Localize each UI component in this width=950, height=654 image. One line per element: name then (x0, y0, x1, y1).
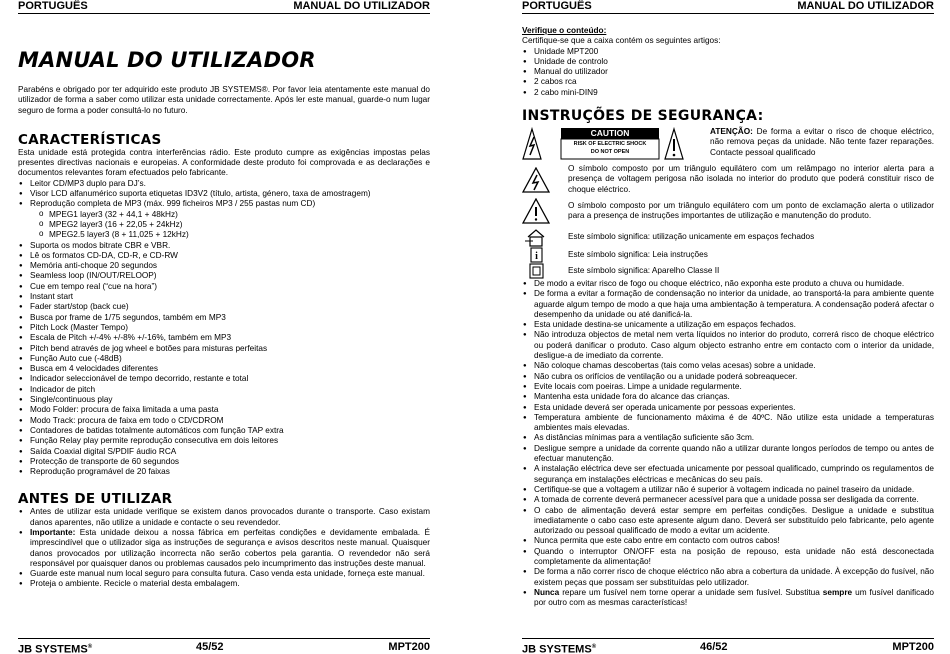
manual-title: MANUAL DO UTILIZADOR (18, 48, 316, 72)
contents-item: ● 2 cabos rca (522, 77, 934, 87)
page-header (18, 0, 430, 14)
feature-item: ● Cue em tempo real (“cue na hora”) (18, 282, 430, 292)
safety-item: ● Não introduza objectos de metal nem verta líquidos no interior do produto, correrá risco de choque eléctrico ou poderá danificar o produto. Caso algum objecto estranho entre em contacto com o interior da unidade, desligue-a de imediato da corrente. (522, 330, 934, 361)
exclamation-text: O símbolo composto por um triângulo equilátero com um ponto de exclamação alerta o utilizador para a presença de instruções importantes de utilização e manutenção do produto. (568, 200, 934, 220)
exclamation-warning-icon (522, 197, 556, 225)
safety-list (522, 279, 934, 609)
page-footer (18, 638, 430, 654)
mpeg-format-item: o MPEG1 layer3 (32 + 44,1 + 48kHz) (18, 210, 430, 220)
features-list-a (18, 179, 430, 210)
caution-label-graphic (522, 127, 698, 161)
contents-item: ● Manual do utilizador (522, 67, 934, 77)
feature-item: ● Busca por frame de 1/75 segundos, também em MP3 (18, 313, 430, 323)
footer-page-number: 46/52 (700, 641, 728, 653)
feature-item: ● Reprodução completa de MP3 (máx. 999 ficheiros MP3 / 255 pastas num CD) (18, 199, 430, 209)
safety-item: ● A instalação eléctrica deve ser efectuada unicamente por pessoal qualificado, cumprindo os regulamentos de segurança em instalações eléctricas e mecânicas do seu país. (522, 464, 934, 485)
feature-item: ● Fader start/stop (back cue) (18, 302, 430, 312)
exclamation-symbol-row (522, 197, 934, 225)
feature-item: ● Indicador de pitch (18, 385, 430, 395)
footer-brand: JB SYSTEMS® (522, 643, 597, 654)
safety-item: ● Nunca repare um fusível nem torne operar a unidade sem fusível. Substitua sempre um fusível danificado por outro com as mesmas características! (522, 588, 934, 609)
header-language: PORTUGUÊS (522, 0, 592, 12)
safety-heading: INSTRUÇÕES DE SEGURANÇA: (522, 108, 764, 125)
svg-text:i: i (535, 250, 538, 262)
class2-symbol-row (522, 263, 934, 279)
before-item: ● Importante: Esta unidade deixou a nossa fábrica em perfeitas condições e devidamente embalada. É imprescindível que o utilizador siga as instruções de segurança e avisos descritos neste manual. Quaisquer danos provocados por utilização incorrecta não serão cobertos pela garantia. O revendedor não será responsável por quaisquer danos ou problemas causados pelo incumprimento das instruções deste manual. (18, 528, 430, 569)
attention-text: ATENÇÃO: De forma a evitar o risco de choque eléctrico, não remova peças da unidade. Não tente fazer reparações. Contacte pessoal qualificado (710, 127, 934, 157)
indoor-symbol-row (522, 227, 934, 247)
safety-item: ● A tomada de corrente deverá permanecer acessível para que a unidade possa ser desligada da corrente. (522, 495, 934, 505)
safety-item: ● Não coloque chamas descobertas (tais como velas acesas) sobre a unidade. (522, 361, 934, 371)
feature-item: ● Pitch Lock (Master Tempo) (18, 323, 430, 333)
left-page (18, 0, 430, 654)
feature-item: ● Modo Folder: procura de faixa limitada a uma pasta (18, 405, 430, 415)
class2-text: Este símbolo significa: Aparelho Classe II (568, 265, 720, 275)
before-item: ● Antes de utilizar esta unidade verifique se existem danos provocados durante o transporte. Caso existam danos aparentes, não utilize a unidade e contacte o seu revendedor. (18, 507, 430, 528)
footer-model: MPT200 (892, 641, 934, 653)
safety-item: ● Quando o interruptor ON/OFF esta na posição de repouso, esta unidade não está desconectada completamente da alimentação! (522, 547, 934, 568)
footer-brand: JB SYSTEMS® (18, 643, 93, 654)
safety-item: ● As distâncias mínimas para a ventilação suficiente são 3cm. (522, 433, 934, 443)
caution-sub2: DO NOT OPEN (590, 149, 630, 156)
feature-item: ● Suporta os modos bitrate CBR e VBR. (18, 241, 430, 251)
feature-item: ● Memória anti-choque 20 segundos (18, 261, 430, 271)
lightning-symbol-row (522, 164, 934, 195)
features-list-b (18, 241, 430, 478)
safety-item: ● Esta unidade destina-se unicamente a utilização em espaços fechados. (522, 320, 934, 330)
safety-item: ● Certifique-se que a voltagem a utilizar não é superior à voltagem indicada no painel traseiro da unidade. (522, 485, 934, 495)
before-list (18, 507, 430, 589)
safety-item: ● Mantenha esta unidade fora do alcance das crianças. (522, 392, 934, 402)
safety-item: ● De forma a evitar a formação de condensação no interior da unidade, ao transportá-la para ambiente quente aguarde algum tempo de modo a que haja uma ambientação à temperatura. A condensação poderá afectar o desempenho da unidade ou até danificá-la. (522, 289, 934, 320)
features-heading: CARACTERÍSTICAS (18, 131, 162, 148)
mpeg-list (18, 210, 430, 241)
read-instructions-icon (522, 247, 556, 263)
safety-item: ● Esta unidade deverá ser operada unicamente por pessoas experientes. (522, 403, 934, 413)
read-text: Este símbolo significa: Leia instruções (568, 249, 708, 259)
feature-item: ● Instant start (18, 292, 430, 302)
before-item: ● Proteja o ambiente. Recicle o material desta embalagem. (18, 579, 430, 589)
feature-item: ● Reprodução programável de 20 faixas (18, 467, 430, 477)
page-header (522, 0, 934, 14)
feature-item: ● Visor LCD alfanumérico suporta etiquetas ID3V2 (título, artista, género, taxa de amostragem) (18, 189, 430, 199)
safety-item: ● Não cubra os orifícios de ventilação ou a unidade poderá sobreaquecer. (522, 372, 934, 382)
indoor-text: Este símbolo significa: utilização unicamente em espaços fechados (568, 231, 815, 241)
caution-label: CAUTION (590, 128, 630, 139)
mpeg-format-item: o MPEG2 layer3 (16 + 22,05 + 24kHz) (18, 220, 430, 230)
header-manual: MANUAL DO UTILIZADOR (293, 0, 430, 12)
safety-item: ● Evite locais com poeiras. Limpe a unidade regularmente. (522, 382, 934, 392)
feature-item: ● Seamless loop (IN/OUT/RELOOP) (18, 271, 430, 281)
safety-item: ● De modo a evitar risco de fogo ou choque eléctrico, não exponha este produto a chuva ou humidade. (522, 279, 934, 289)
footer-model: MPT200 (388, 641, 430, 653)
feature-item: ● Indicador seleccionável de tempo decorrido, restante e total (18, 374, 430, 384)
feature-item: ● Pitch bend através de jog wheel e botões para misturas perfeitas (18, 344, 430, 354)
contents-item: ● 2 cabo mini-DIN9 (522, 88, 934, 98)
feature-item: ● Lê os formatos CD-DA, CD-R, e CD-RW (18, 251, 430, 261)
feature-item: ● Protecção de transporte de 60 segundos (18, 457, 430, 467)
lightning-text: O símbolo composto por um triângulo equilátero com um relâmpago no interior alerta para a presença de voltagem perigosa não isolada no interior do produto que poderá constituir risco de choque eléctrico. (568, 164, 934, 194)
safety-item: ● O cabo de alimentação deverá estar sempre em perfeitas condições. Desligue a unidade e substitua imediatamente o cabo caso este apresente algum dano. Deverá ser substituído pelo fabricante, pelo agente autorizado ou pessoal qualificado de modo a evitar um acidente. (522, 506, 934, 537)
before-heading: ANTES DE UTILIZAR (18, 491, 173, 508)
feature-item: ● Modo Track: procura de faixa em todo o CD/CDROM (18, 416, 430, 426)
feature-item: ● Contadores de batidas totalmente automáticos com função TAP extra (18, 426, 430, 436)
check-contents-intro: Certifique-se que a caixa contém os seguintes artigos: (522, 36, 721, 46)
feature-item: ● Função Auto cue (-48dB) (18, 354, 430, 364)
read-symbol-row (522, 247, 934, 263)
contents-list (522, 47, 934, 98)
check-contents-title: Verifique o conteúdo: (522, 26, 607, 35)
caution-block (522, 127, 934, 161)
safety-item: ● Desligue sempre a unidade da corrente quando não a utilizar durante longos períodos de tempo ou antes de efectuar manutenção. (522, 444, 934, 465)
features-intro: Esta unidade está protegida contra interferências rádio. Este produto cumpre as exigências impostas pelas presentes directivas nacionais e europeias. A conformidade deste produto foi comprovada e as declarações e documentos relevantes foram efectuados pelo fabricante. (18, 147, 430, 178)
footer-page-number: 45/52 (196, 641, 224, 653)
right-body (522, 26, 934, 608)
contents-item: ● Unidade MPT200 (522, 47, 934, 57)
page-footer (522, 638, 934, 654)
intro-paragraph: Parabéns e obrigado por ter adquirido este produto JB SYSTEMS®. Por favor leia atentamente este manual do utilizador de forma a saber como utilizar esta unidade correctamente. Após ler este manual, guarde-o num lugar seguro de forma a poder consultá-lo no futuro. (18, 85, 430, 115)
left-body (18, 85, 430, 590)
safety-item: ● Nunca permita que este cabo entre em contacto com outros cabos! (522, 536, 934, 546)
safety-item: ● De forma a não correr risco de choque eléctrico não abra a cobertura da unidade. À excepção do fusível, não existem peças que possam ser substituídas pelo utilizador. (522, 567, 934, 588)
contents-item: ● Unidade de controlo (522, 57, 934, 67)
mpeg-format-item: o MPEG2.5 layer3 (8 + 11,025 + 12kHz) (18, 230, 430, 240)
safety-item: ● Temperatura ambiente de funcionamento máxima é de 40ºC. Não utilize esta unidade a temperaturas ambientes mais elevadas. (522, 413, 934, 434)
lightning-warning-icon (522, 166, 556, 194)
class-ii-icon (522, 263, 556, 279)
feature-item: ● Função Relay play permite reprodução consecutiva em dois leitores (18, 436, 430, 446)
header-language: PORTUGUÊS (18, 0, 88, 12)
feature-item: ● Saída Coaxial digital S/PDIF áudio RCA (18, 447, 430, 457)
feature-item: ● Leitor CD/MP3 duplo para DJ’s. (18, 179, 430, 189)
feature-item: ● Single/continuous play (18, 395, 430, 405)
indoor-use-icon (522, 227, 556, 247)
header-manual: MANUAL DO UTILIZADOR (797, 0, 934, 12)
feature-item: ● Busca em 4 velocidades diferentes (18, 364, 430, 374)
caution-sub1: RISK OF ELECTRIC SHOCK (573, 141, 647, 148)
before-item: ● Guarde este manual num local seguro para consulta futura. Caso venda esta unidade, forneça este manual. (18, 569, 430, 579)
right-page (522, 0, 934, 654)
feature-item: ● Escala de Pitch +/-4% +/-8% +/-16%, também em MP3 (18, 333, 430, 343)
